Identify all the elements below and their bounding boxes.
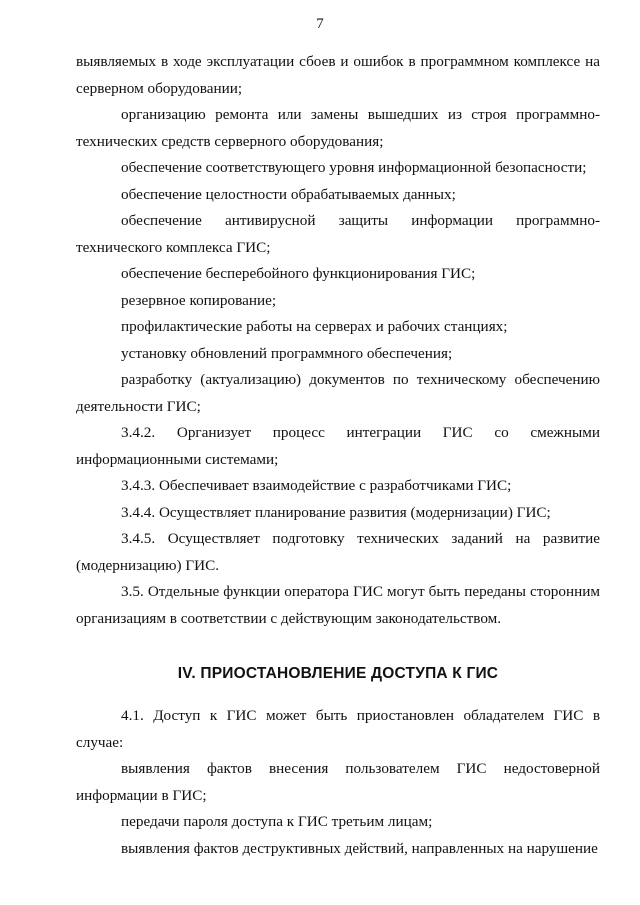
paragraph: выявления фактов деструктивных действий, направленных на нарушение — [121, 839, 598, 857]
page-number: 7 — [316, 16, 324, 32]
paragraph: резервное копирование; — [121, 291, 277, 309]
paragraph: обеспечение антивирусной защиты информации программно-технического комплекса ГИС; — [76, 212, 600, 256]
paragraph: обеспечение бесперебойного функционирования ГИС; — [121, 265, 476, 282]
body-text — [76, 49, 600, 632]
paragraph: разработку (актуализацию) документов по техническому обеспечению деятельности ГИС; — [76, 371, 600, 415]
paragraph: передачи пароля доступа к ГИС третьим лицам; — [121, 813, 433, 830]
section-text — [76, 703, 600, 862]
paragraph: обеспечение соответствующего уровня информационной безопасности; — [121, 159, 587, 176]
paragraph: 3.5. Отдельные функции оператора ГИС могут быть переданы сторонним организациям в соответствии с действующим законодательством. — [76, 583, 600, 627]
paragraph: установку обновлений программного обеспечения; — [121, 344, 453, 362]
paragraph: 3.4.2. Организует процесс интеграции ГИС со смежными информационными системами; — [76, 424, 600, 468]
paragraph: организацию ремонта или замены вышедших из строя программно-технических средств серверного оборудования; — [76, 106, 600, 150]
paragraph: обеспечение целостности обрабатываемых данных; — [121, 185, 456, 203]
paragraph: 3.4.3. Обеспечивает взаимодействие с разработчиками ГИС; — [121, 477, 512, 494]
paragraph: выявляемых в ходе эксплуатации сбоев и ошибок в программном комплексе на серверном оборудовании; — [76, 53, 600, 97]
paragraph: 4.1. Доступ к ГИС может быть приостановлен обладателем ГИС в случае: — [76, 707, 600, 751]
section-heading: IV. ПРИОСТАНОВЛЕНИЕ ДОСТУПА К ГИС — [177, 665, 499, 682]
paragraph: выявления фактов внесения пользователем ГИС недостоверной информации в ГИС; — [76, 760, 600, 804]
paragraph: 3.4.4. Осуществляет планирование развития (модернизации) ГИС; — [121, 503, 551, 521]
paragraph: профилактические работы на серверах и рабочих станциях; — [121, 318, 508, 335]
paragraph: 3.4.5. Осуществляет подготовку технических заданий на развитие (модернизацию) ГИС. — [76, 530, 600, 574]
